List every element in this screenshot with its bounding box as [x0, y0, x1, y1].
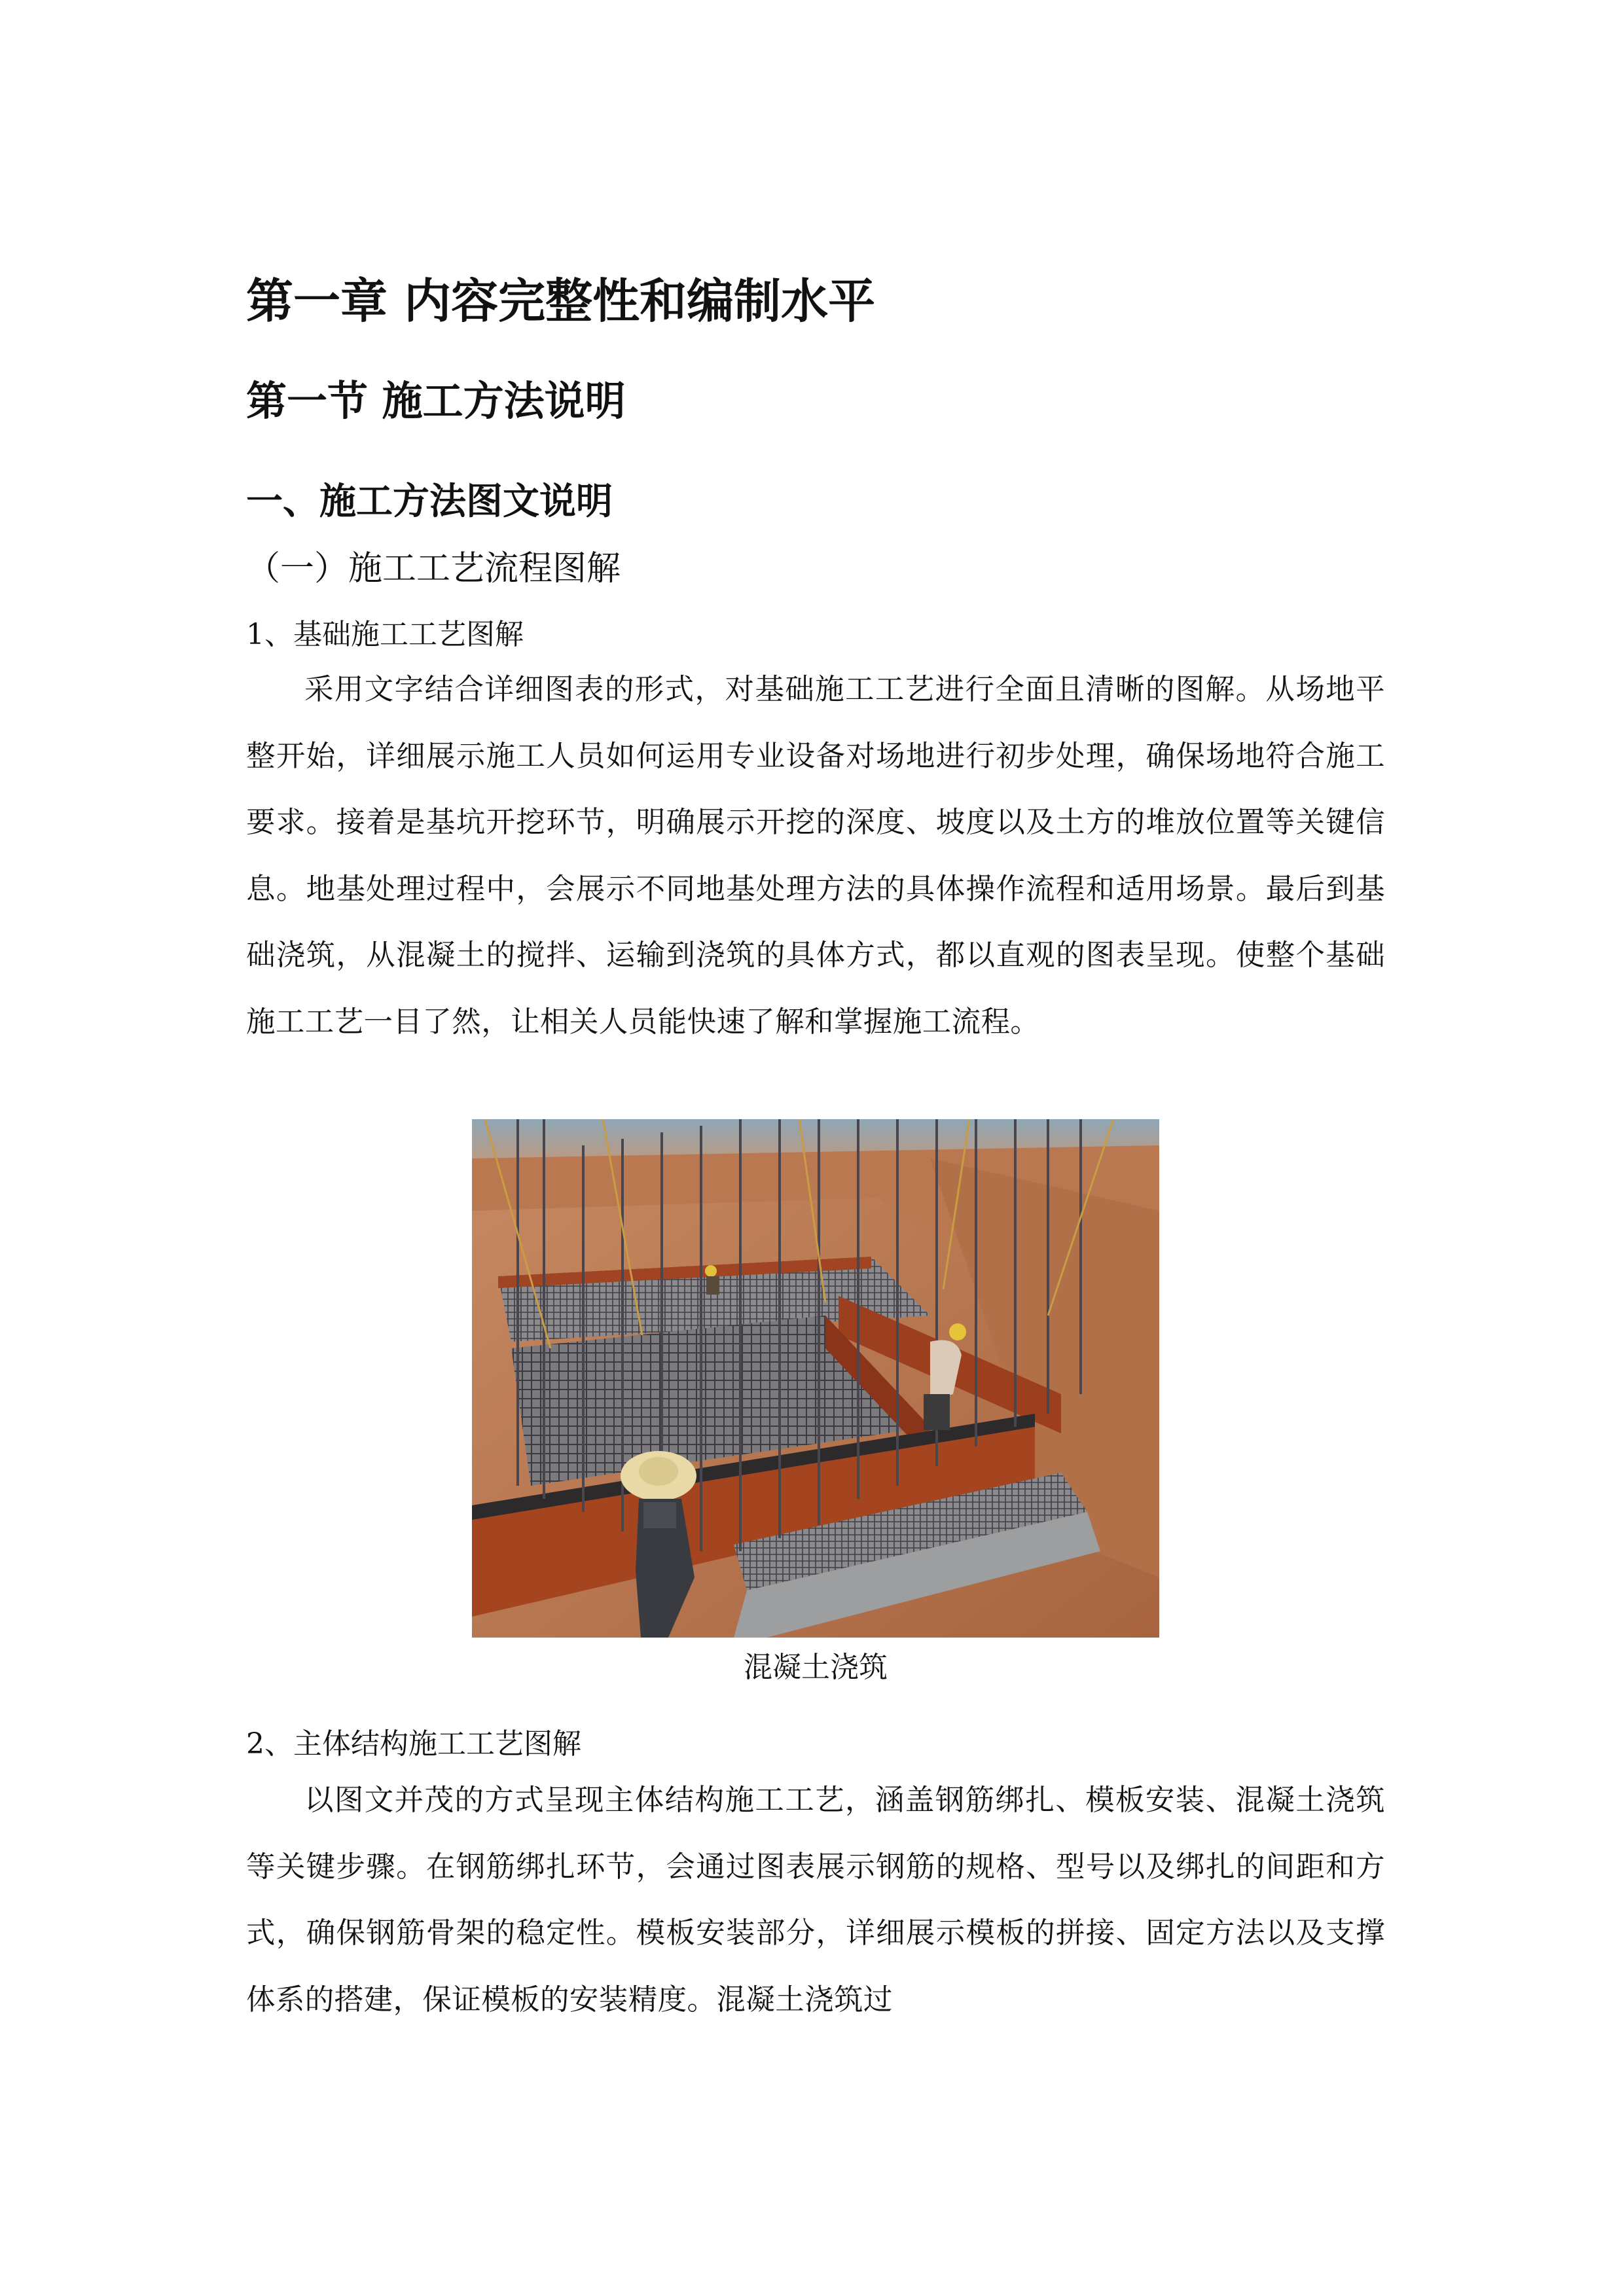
chapter-title: 第一章 内容完整性和编制水平: [246, 274, 876, 329]
rebar-pit-illustration: [472, 1119, 1159, 1638]
construction-photo: [472, 1119, 1159, 1638]
subsection-title: 一、施工方法图文说明: [246, 480, 613, 523]
paragraph-foundation: 采用文字结合详细图表的形式，对基础施工工艺进行全面且清晰的图解。从场地平整开始，详细展示施工人员如何运用专业设备对场地进行初步处理，确保场地符合施工要求。接着是基坑开挖环节，明确展示开挖的深度、坡度以及土方的堆放位置等关键信息。地基处理过程中，会展示不同地基处理方法的具体操作流程和适用场景。最后到基础浇筑，从混凝土的搅拌、运输到浇筑的具体方式，都以直观的图表呈现。使整个基础施工工艺一目了然，让相关人员能快速了解和掌握施工流程。: [246, 673, 1385, 1039]
figure-caption: 混凝土浇筑: [744, 1651, 888, 1684]
item-heading-foundation: 1、基础施工工艺图解: [246, 618, 524, 651]
item-heading-main-structure: 2、主体结构施工工艺图解: [246, 1727, 581, 1761]
paragraph-main-structure: 以图文并茂的方式呈现主体结构施工工艺，涵盖钢筋绑扎、模板安装、混凝土浇筑等关键步骤。在钢筋绑扎环节，会通过图表展示钢筋的规格、型号以及绑扎的间距和方式，确保钢筋骨架的稳定性。模板安装部分，详细展示模板的拼接、固定方法以及支撑体系的搭建，保证模板的安装精度。混凝土浇筑过: [246, 1784, 1385, 2017]
subsubsection-title: （一）施工工艺流程图解: [246, 549, 621, 588]
section-title: 第一节 施工方法说明: [246, 377, 626, 425]
